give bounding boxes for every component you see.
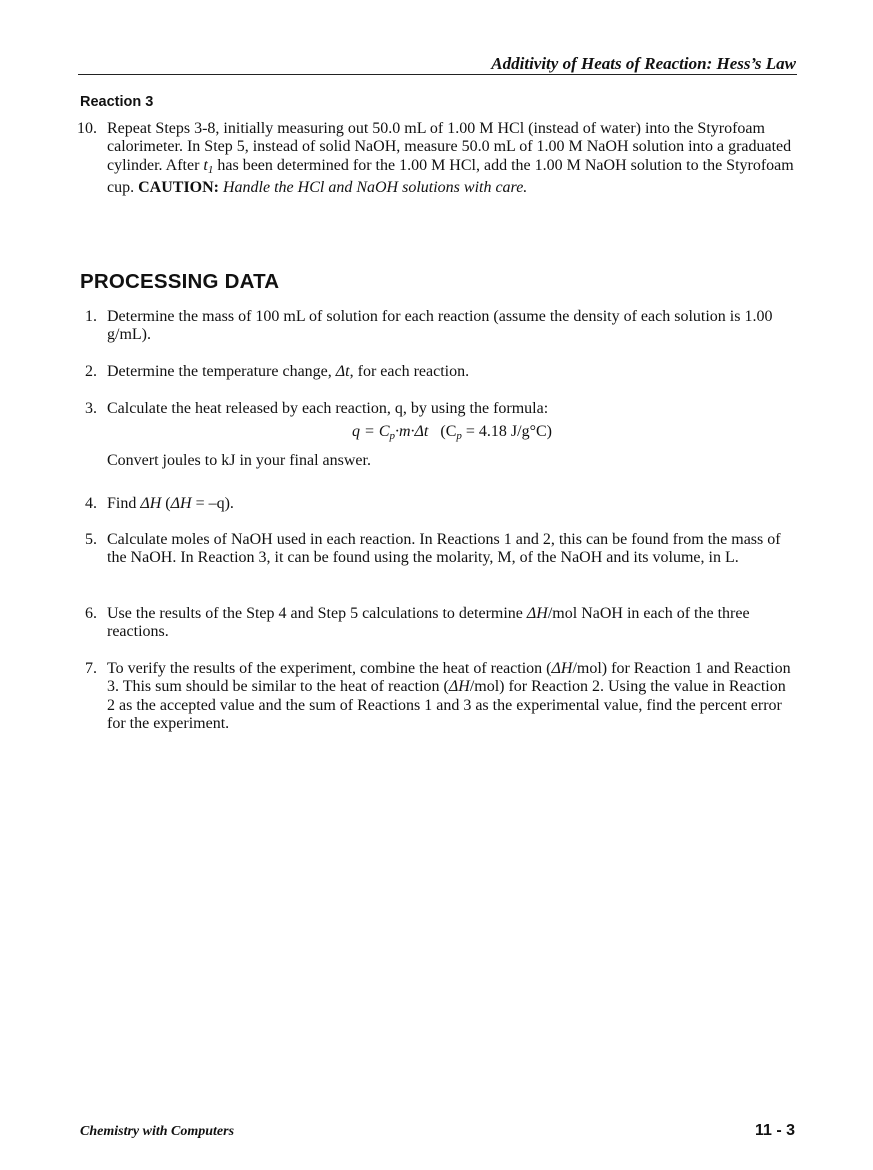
heat-formula: $q = C_p\cdot m\cdot\Delta t$ ($C_p = 4.18$ J/g°C) (352, 423, 552, 443)
footer-book-title: Chemistry with Computers (80, 1124, 235, 1139)
reaction3-heading: Reaction 3 (80, 94, 154, 110)
caution-label: CAUTION: (138, 178, 219, 196)
running-header-title: Additivity of Heats of Reaction: Hess’s Law (491, 54, 796, 73)
step-number: 10. (77, 120, 97, 137)
page-number: 11 - 3 (754, 1122, 795, 1139)
header-rule (78, 74, 797, 75)
caution-text: Handle the HCl and NaOH solutions with care. (219, 178, 528, 196)
processing-data-heading: PROCESSING DATA (80, 270, 280, 293)
step-text: Repeat Steps 3-8, initially measuring out 50.0 mL of 1.00 M HCl (instead of water) into the Styrofoam calorimeter. In Step 5, instead of solid NaOH, measure 50.0 mL of 1.00 M NaOH solution into a graduated cylinder. After $t_1$ has been determined for the 1.00 M HCl, add the 1.00 M NaOH solution to the Styrofoam cup. CAUTION: Handle the HCl and NaOH solutions with care. (107, 120, 794, 196)
